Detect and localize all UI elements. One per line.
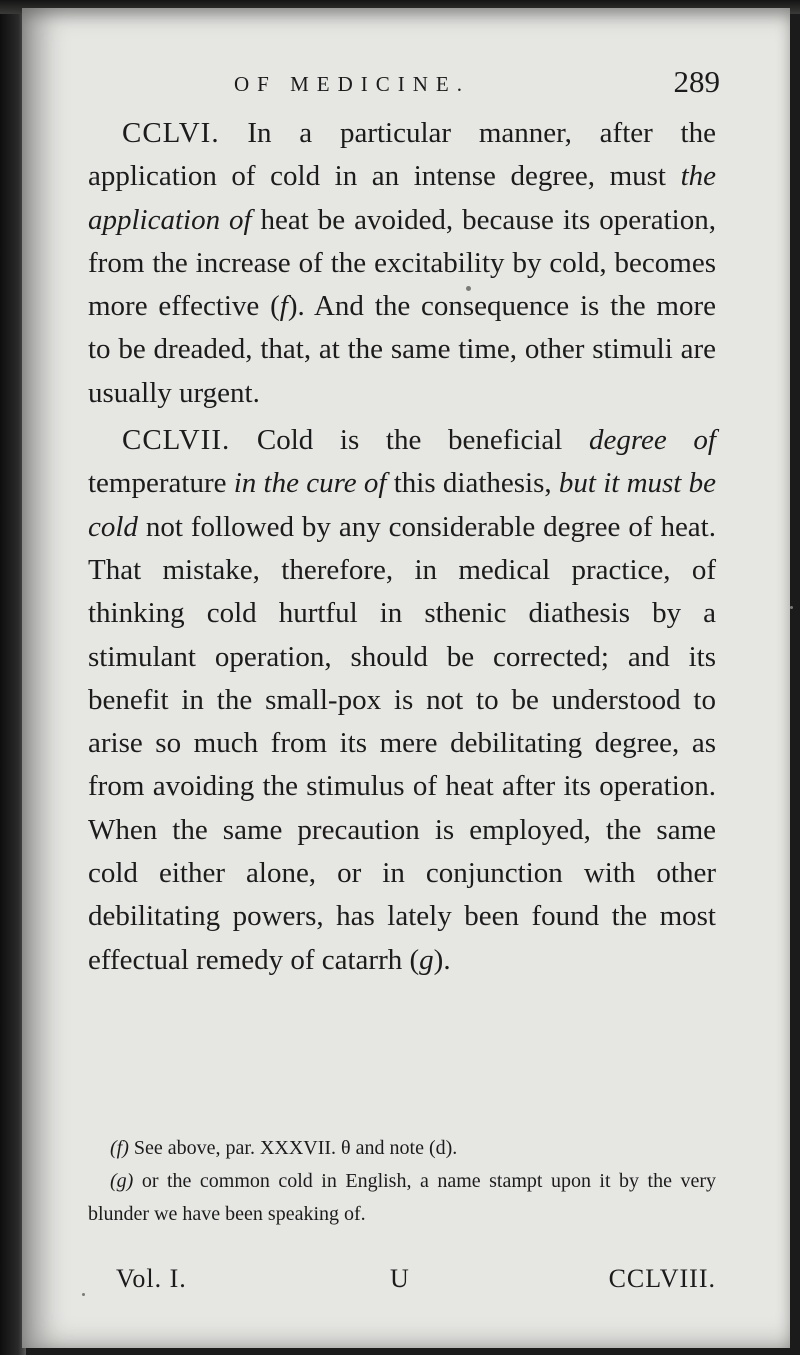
text-segment: ). And the consequence is the more to be dreaded, that, at the same time, other stimuli are usually urgent.: [88, 290, 716, 409]
italic-segment: but it must be cold: [88, 467, 716, 543]
ink-speck: [82, 1293, 85, 1296]
text-segment: this diathesis,: [386, 467, 559, 500]
footnote-reference: f: [279, 290, 288, 323]
footnote-reference: g: [419, 943, 434, 976]
paragraph-number: CCLVII.: [122, 424, 231, 457]
page-header: [210, 64, 720, 108]
catchword: CCLVIII.: [608, 1264, 716, 1293]
footnote-marker: (g): [110, 1170, 134, 1192]
footnotes: [88, 1132, 716, 1231]
text-segment: heat be avoided, because its operation, from the increase of the excitability by cold, becomes more effective (: [88, 203, 716, 323]
signature-mark: U: [390, 1264, 409, 1293]
paragraph-number: CCLVI.: [122, 117, 220, 149]
body-text: [88, 112, 716, 982]
italic-segment: in the cure of: [233, 467, 387, 500]
text-segment: Cold is the beneficial: [230, 424, 589, 457]
footnote-text: or the common cold in English, a name stampt upon it by the very blunder we have been speaking of.: [88, 1170, 716, 1225]
text-segment: temperature: [88, 467, 234, 500]
text-segment: In a particular manner, after the application of cold in an intense degree, must: [88, 117, 716, 193]
ink-speck: [790, 606, 793, 609]
paragraph-cclvii: [88, 419, 716, 982]
footnote-f: [88, 1132, 716, 1165]
page-footer: [116, 1264, 716, 1304]
italic-segment: the application of: [88, 160, 716, 236]
running-head: OF MEDICINE.: [234, 72, 470, 96]
text-segment: not followed by any considerable degree of heat. That mistake, therefore, in medical practice, of thinking cold hurtful in sthenic diathesis by a stimulant operation, should be corrected; and its benefit in the small-pox is not to be understood to arise so much from its mere debilitating degree, as from avoiding the stimulus of heat after its operation. When the same precaution is employed, the same cold either alone, or in conjunction with other debilitating powers, has lately been found the most effectual remedy of catarrh (: [88, 510, 716, 976]
footnote-marker: (f): [110, 1137, 129, 1159]
italic-segment: degree of: [588, 424, 716, 457]
text-segment: ).: [433, 943, 451, 976]
paragraph-cclvi: [88, 112, 716, 415]
footnote-g: [88, 1165, 716, 1231]
volume-mark: Vol. I.: [116, 1264, 187, 1293]
page-number: 289: [673, 64, 720, 99]
footnote-text: See above, par. XXXVII. θ and note (d).: [128, 1137, 458, 1159]
